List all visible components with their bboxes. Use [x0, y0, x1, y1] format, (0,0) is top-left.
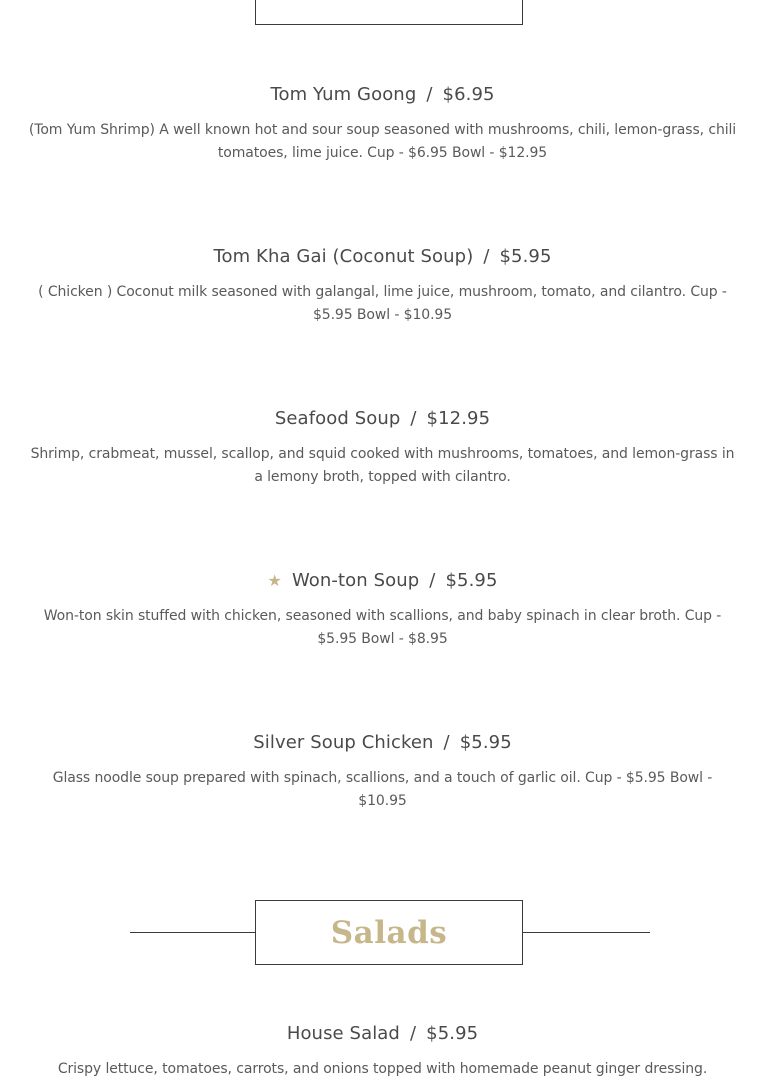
menu-item-description: ( Chicken ) Coconut milk seasoned with galangal, lime juice, mushroom, tomato, and cilantro. Cup - $5.95 Bowl - $10.95 — [38, 284, 727, 323]
price-separator: / — [443, 732, 450, 753]
divider-line-right — [523, 932, 650, 933]
menu-item-name: House Salad — [286, 1023, 400, 1044]
menu-item — [0, 84, 765, 165]
section-header-salads — [255, 900, 523, 965]
star-icon: ★ — [267, 571, 282, 590]
menu-item — [0, 246, 765, 327]
menu-item-name: Won-ton Soup — [291, 570, 420, 591]
menu-item-description: Shrimp, crabmeat, mussel, scallop, and squid cooked with mushrooms, tomatoes, and lemon-grass in a lemony broth, topped with cilantro. — [30, 446, 735, 485]
menu-item-heading — [0, 408, 765, 429]
menu-item-heading — [0, 1023, 765, 1044]
menu-item-name: Tom Kha Gai (Coconut Soup) — [213, 246, 474, 267]
menu-item-name: Silver Soup Chicken — [253, 732, 434, 753]
section-title: Salads — [330, 914, 448, 951]
menu-item — [0, 570, 765, 651]
menu-item-price: $5.95 — [499, 246, 552, 267]
section-header-soups — [255, 0, 523, 25]
menu-item-description: (Tom Yum Shrimp) A well known hot and sour soup seasoned with mushrooms, chili, lemon-grass, chili tomatoes, lime juice. Cup - $6.95 Bowl - $12.95 — [28, 122, 737, 161]
menu-item — [0, 1023, 765, 1081]
price-separator: / — [483, 246, 490, 267]
menu-item-price: $5.95 — [459, 732, 512, 753]
menu-item-description: Crispy lettuce, tomatoes, carrots, and onions topped with homemade peanut ginger dressing. — [57, 1061, 708, 1077]
menu-item — [0, 408, 765, 489]
menu-item — [0, 732, 765, 813]
menu-item-heading — [0, 246, 765, 267]
menu-item-price: $6.95 — [442, 84, 495, 105]
price-separator: / — [409, 1023, 417, 1044]
menu-item-description: Won-ton skin stuffed with chicken, seasoned with scallions, and baby spinach in clear broth. Cup - $5.95 Bowl - $8.95 — [43, 608, 722, 647]
menu-item-name: Seafood Soup — [274, 408, 401, 429]
price-separator: / — [429, 570, 436, 591]
menu-item-price: $12.95 — [426, 408, 491, 429]
menu-item-price: $5.95 — [426, 1023, 479, 1044]
menu-item-heading — [0, 570, 765, 591]
price-separator: / — [410, 408, 417, 429]
menu-item-heading — [0, 84, 765, 105]
menu-item-name: Tom Yum Goong — [270, 84, 417, 105]
price-separator: / — [426, 84, 433, 105]
menu-item-price: $5.95 — [445, 570, 498, 591]
menu-item-description: Glass noodle soup prepared with spinach, scallions, and a touch of garlic oil. Cup - $5.95 Bowl - $10.95 — [52, 770, 713, 809]
divider-line-left — [130, 932, 255, 933]
menu-item-heading — [0, 732, 765, 753]
